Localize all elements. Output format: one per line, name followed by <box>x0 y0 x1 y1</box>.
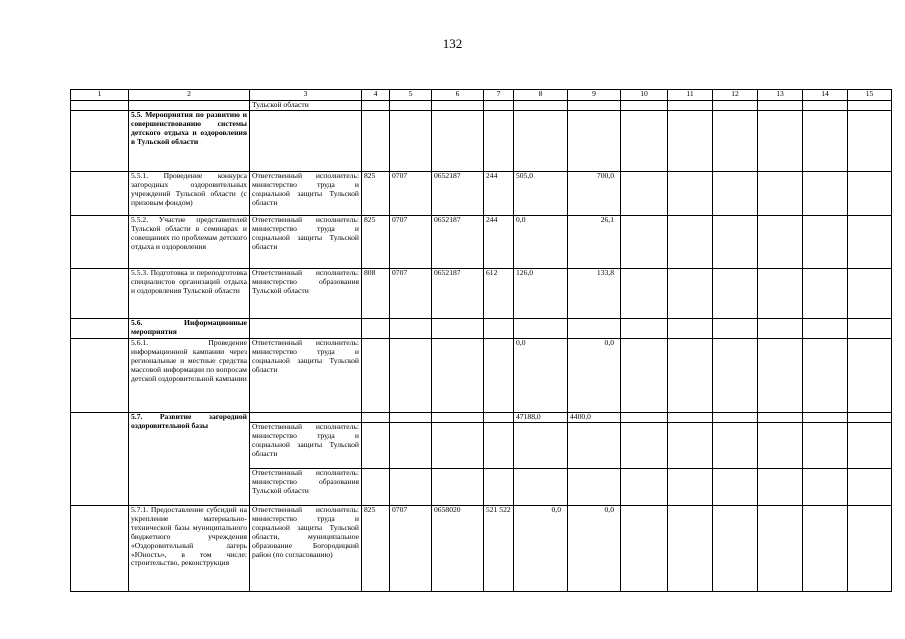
col-header: 5 <box>390 90 432 101</box>
cell-executor: Ответственный исполнитель: министерство образования Тульской области <box>250 469 362 506</box>
table-row <box>71 339 892 413</box>
cell-target: 0658020 <box>432 506 484 592</box>
col-header: 10 <box>621 90 668 101</box>
cell-value-9: 133,8 <box>568 269 621 319</box>
cell-value-8: 505,0 <box>514 172 568 216</box>
col-header: 3 <box>250 90 362 101</box>
section-title-5-6: 5.6. Информационные мероприятия <box>129 319 250 339</box>
cell-value-8: 47188,0 <box>514 413 568 423</box>
col-header: 12 <box>713 90 758 101</box>
section-title-5-5: 5.5. Мероприятия по развитию и совершенствованию системы детского отдыха и оздоровления в Тульской области <box>129 111 250 172</box>
measure-name: 5.5.1. Проведение конкурса загородных оздоровительных учреждений Тульской области (с призовым фондом) <box>129 172 250 216</box>
cell-type: 612 <box>484 269 514 319</box>
cell-value-9: 0,0 <box>568 339 621 413</box>
col-header: 4 <box>362 90 390 101</box>
cell-section: 0707 <box>390 216 432 269</box>
cell-target: 0652187 <box>432 172 484 216</box>
cell-executor: Ответственный исполнитель: министерство труда и социальной защиты Тульской области, муниципальное образование Богородицкий район (по согласованию) <box>250 506 362 592</box>
cell-value-9: 4400,0 <box>568 413 621 423</box>
cell-section: 0707 <box>390 269 432 319</box>
column-number-row <box>71 90 892 101</box>
cell-c2 <box>129 101 250 111</box>
col-header: 15 <box>848 90 892 101</box>
cell-executor: Ответственный исполнитель: министерство труда и социальной защиты Тульской области <box>250 172 362 216</box>
cell-value-9: 0,0 <box>568 506 621 592</box>
table-row <box>71 172 892 216</box>
table-row <box>71 506 892 592</box>
cell-section: 0707 <box>390 172 432 216</box>
cell-executor: Ответственный исполнитель: министерство образования Тульской области <box>250 269 362 319</box>
col-header: 14 <box>803 90 848 101</box>
cell-value-8: 0,0 <box>514 216 568 269</box>
cell-value-9: 26,1 <box>568 216 621 269</box>
table-row <box>71 319 892 339</box>
col-header: 11 <box>668 90 713 101</box>
cell-executor: Ответственный исполнитель: министерство труда и социальной защиты Тульской области <box>250 423 362 469</box>
cell-value-8: 0,0 <box>514 506 568 592</box>
col-header: 13 <box>758 90 803 101</box>
cell-value-9: 700,0 <box>568 172 621 216</box>
col-header: 7 <box>484 90 514 101</box>
cell-type: 521 522 <box>484 506 514 592</box>
cell-grbs: 825 <box>362 506 390 592</box>
cell-value-8: 126,0 <box>514 269 568 319</box>
col-header: 2 <box>129 90 250 101</box>
col-header: 8 <box>514 90 568 101</box>
measure-name: 5.7.1. Предоставление субсидий на укрепление материально-технической базы муниципального бюджетного учреждения «Оздоровительный лагерь «Юность», в том числе: строительство, реконструкция <box>129 506 250 592</box>
col-header: 1 <box>71 90 129 101</box>
table-row <box>71 269 892 319</box>
cell-grbs: 825 <box>362 172 390 216</box>
col-header: 6 <box>432 90 484 101</box>
table-row <box>71 413 892 423</box>
program-table <box>70 89 892 592</box>
cell-target: 0652187 <box>432 269 484 319</box>
table-row <box>71 216 892 269</box>
measure-name: 5.6.1. Проведение информационной кампании через региональные и местные средства массовой информации по вопросам детской оздоровительной кампании <box>129 339 250 413</box>
table-row <box>71 111 892 172</box>
cell-section: 0707 <box>390 506 432 592</box>
cell-type: 244 <box>484 172 514 216</box>
cell-target: 0652187 <box>432 216 484 269</box>
page-number: 132 <box>442 36 463 51</box>
cell-executor: Ответственный исполнитель: министерство труда и социальной защиты Тульской области <box>250 216 362 269</box>
table-row <box>71 101 892 111</box>
cell-grbs: 825 <box>362 216 390 269</box>
cell-c1 <box>71 101 129 111</box>
measure-name: 5.5.2. Участие представителей Тульской области в семинарах и совещаниях по проблемам детского отдыха и оздоровления <box>129 216 250 269</box>
cell-grbs: 808 <box>362 269 390 319</box>
measure-name: 5.5.3. Подготовка и переподготовка специалистов организаций отдыха и оздоровления Тульской области <box>129 269 250 319</box>
cell-executor: Тульской области <box>250 101 362 111</box>
cell-executor: Ответственный исполнитель: министерство труда и социальной защиты Тульской области <box>250 339 362 413</box>
section-title-5-7: 5.7. Развитие загородной оздоровительной базы <box>129 413 250 506</box>
cell-type: 244 <box>484 216 514 269</box>
cell-value-8: 0,0 <box>514 339 568 413</box>
col-header: 9 <box>568 90 621 101</box>
